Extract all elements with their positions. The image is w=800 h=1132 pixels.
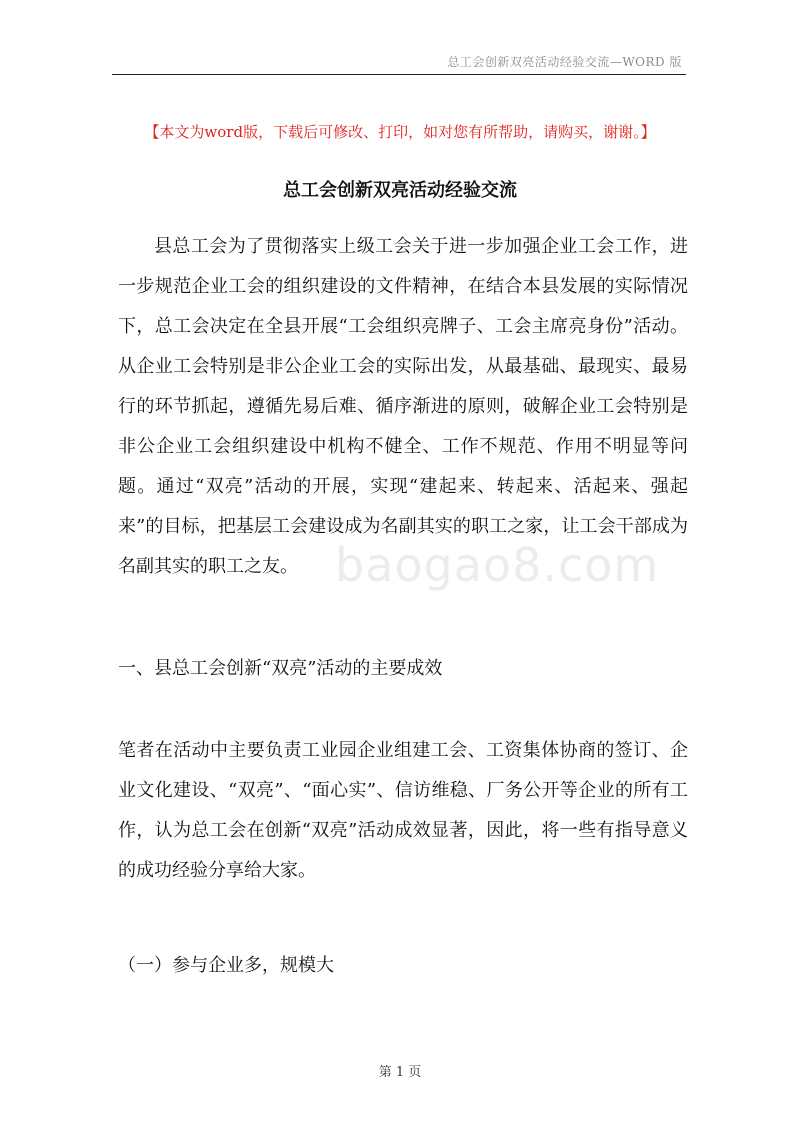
purchase-notice: 【本文为word版，下载后可修改、打印，如对您有所帮助，请购买，谢谢。】 — [144, 123, 656, 141]
section-heading-1: 一、县总工会创新“双亮”活动的主要成效 — [118, 658, 443, 679]
page-number: 第 1 页 — [378, 1065, 422, 1080]
watermark: baogao8.com — [335, 538, 660, 592]
intro-paragraph: 县总工会为了贯彻落实上级工会关于进一步加强企业工会工作，进一步规范企业工会的组织建设的文件精神，在结合本县发展的实际情况下，总工会决定在全县开展“工会组织亮牌子、工会主席亮身份”活动。从企业工会特别是非公企业工会的实际出发，从最基础、最现实、最易行的环节抓起，遵循先易后难、循序渐进的原则，破解企业工会特别是非公企业工会组织建设中机构不健全、工作不规范、作用不明显等问题。通过“双亮”活动的开展，实现“建起来、转起来、活起来、强起来”的目标，把基层工会建设成为名副其实的职工之家，让工会干部成为名副其实的职工之友。 — [118, 236, 688, 577]
body-paragraph-2: 笔者在活动中主要负责工业园企业组建工会、工资集体协商的签订、企业文化建设、“双亮”、“面心实”、信访维稳、厂务公开等企业的所有工作，认为总工会在创新“双亮”活动成效显著，因此，将一些有指导意义的成功经验分享给大家。 — [118, 740, 688, 881]
running-header: 总工会创新双亮活动经验交流—WORD 版 — [447, 55, 682, 69]
header-divider — [112, 74, 686, 75]
subsection-heading-1: （一）参与企业多，规模大 — [118, 955, 334, 976]
document-title: 总工会创新双亮活动经验交流 — [283, 180, 517, 201]
